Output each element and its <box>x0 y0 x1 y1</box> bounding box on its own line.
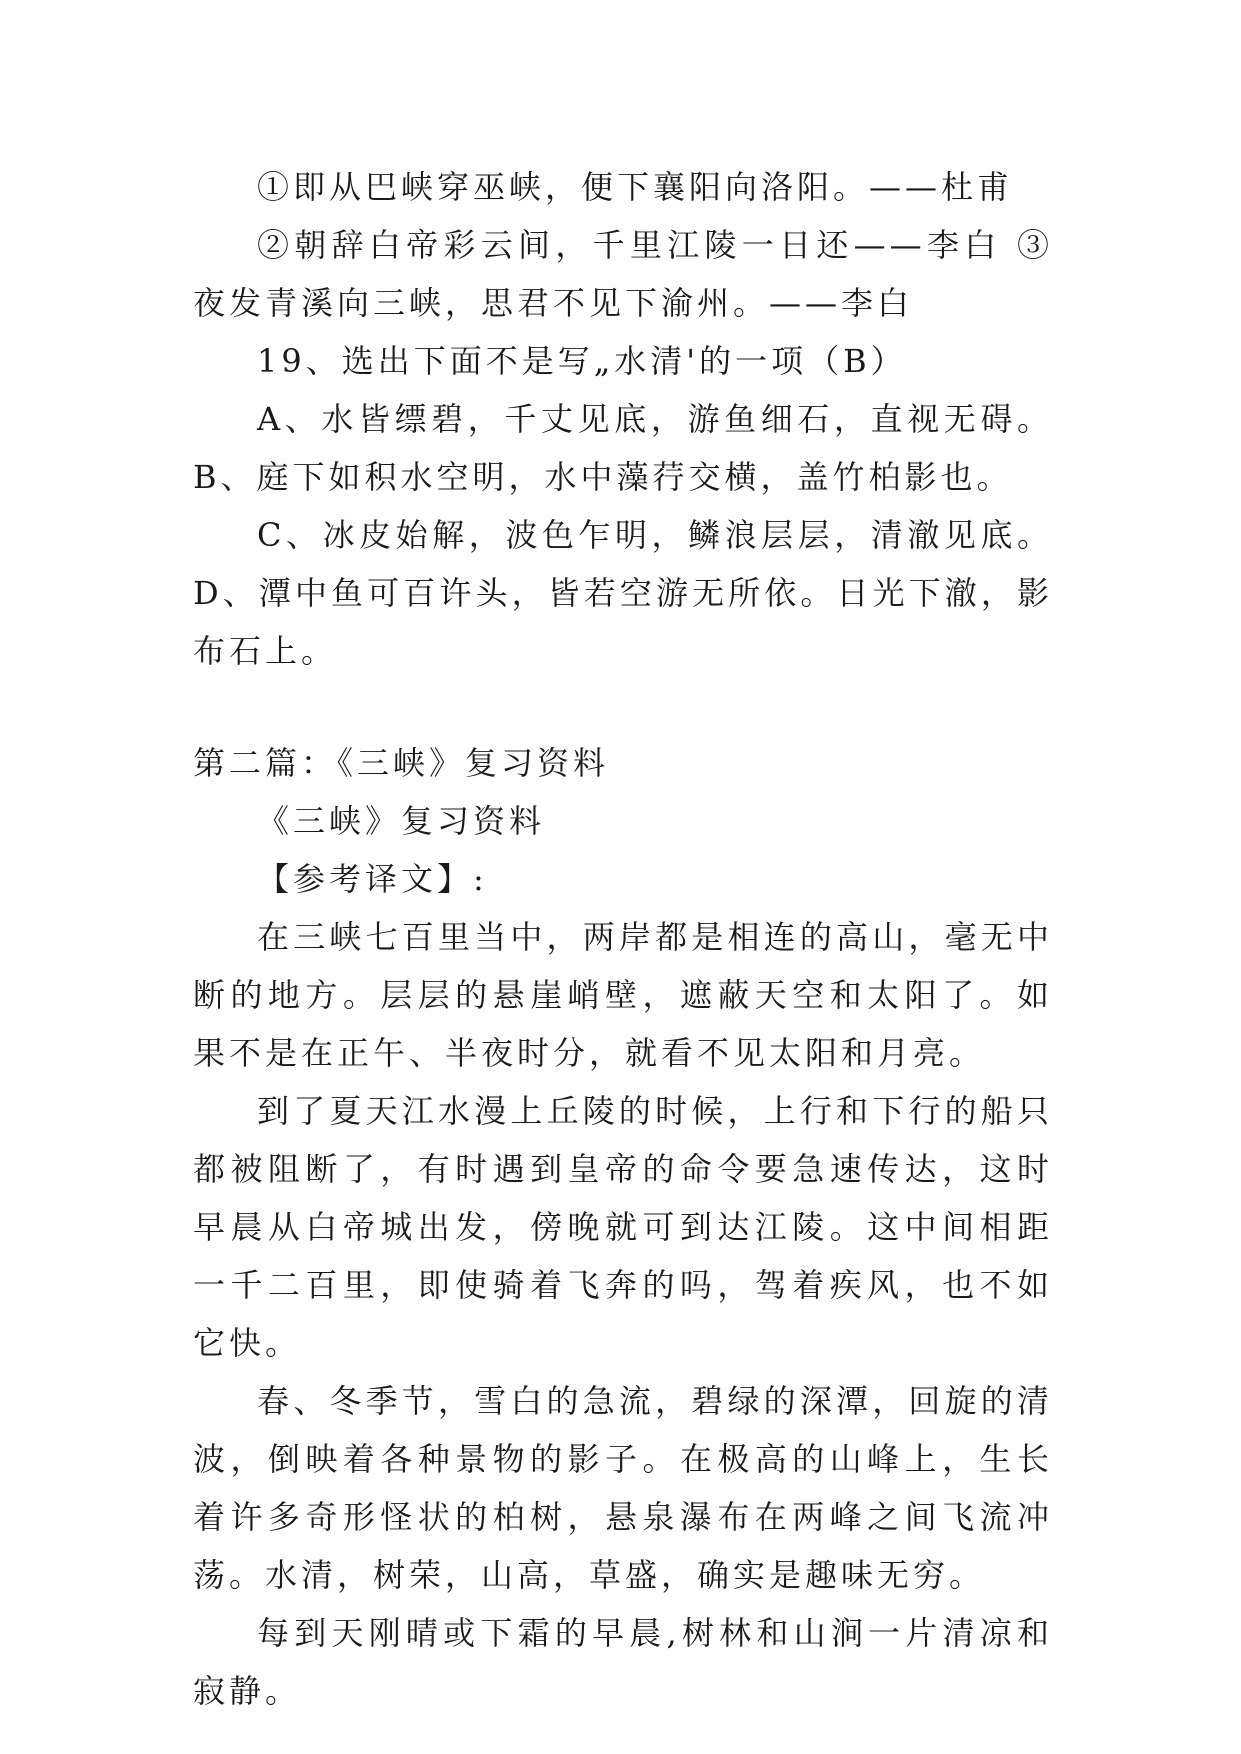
translation-paragraph: 在三峡七百里当中，两岸都是相连的高山，毫无中断的地方。层层的悬崖峭壁，遮蔽天空和太阳了。如果不是在正午、半夜时分，就看不见太阳和月亮。 <box>193 918 1053 1072</box>
translation-paragraph: 每到天刚晴或下霜的早晨,树林和山涧一片清凉和寂静。 <box>193 1614 1053 1710</box>
section-heading: 第二篇：《三峡》复习资料 <box>193 744 610 782</box>
quote-du-fu: ①即从巴峡穿巫峡，便下襄阳向洛阳。——杜甫 <box>257 168 1014 206</box>
option-c-d: C、冰皮始解，波色乍明，鳞浪层层，清澈见底。D、潭中鱼可百许头，皆若空游无所依。日光下澈，影布石上。 <box>193 516 1053 670</box>
document-page <box>193 158 1053 1720</box>
translation-paragraph: 到了夏天江水漫上丘陵的时候，上行和下行的船只都被阻断了，有时遇到皇帝的命令要急速传达，这时早晨从白帝城出发，傍晚就可到达江陵。这中间相距一千二百里，即使骑着飞奔的吗，驾着疾风，也不如它快。 <box>193 1092 1053 1362</box>
option-a-b: A、水皆缥碧，千丈见底，游鱼细石，直视无碍。B、庭下如积水空明，水中藻荇交横，盖竹柏影也。 <box>193 400 1053 496</box>
quote-li-bai: ②朝辞白帝彩云间，千里江陵一日还——李白 ③ 夜发青溪向三峡，思君不见下渝州。——李白 <box>193 226 1053 322</box>
translation-label: 【参考译文】: <box>257 860 488 898</box>
section-gap <box>193 680 1053 734</box>
translation-paragraph: 春、冬季节，雪白的急流，碧绿的深潭，回旋的清波，倒映着各种景物的影子。在极高的山峰上，生长着许多奇形怪状的柏树，悬泉瀑布在两峰之间飞流冲荡。水清，树荣，山高，草盛，确实是趣味无穷。 <box>193 1382 1053 1594</box>
question-19: 19、选出下面不是写„水清'的一项（B） <box>257 342 907 380</box>
section-subheading: 《三峡》复习资料 <box>257 802 546 840</box>
